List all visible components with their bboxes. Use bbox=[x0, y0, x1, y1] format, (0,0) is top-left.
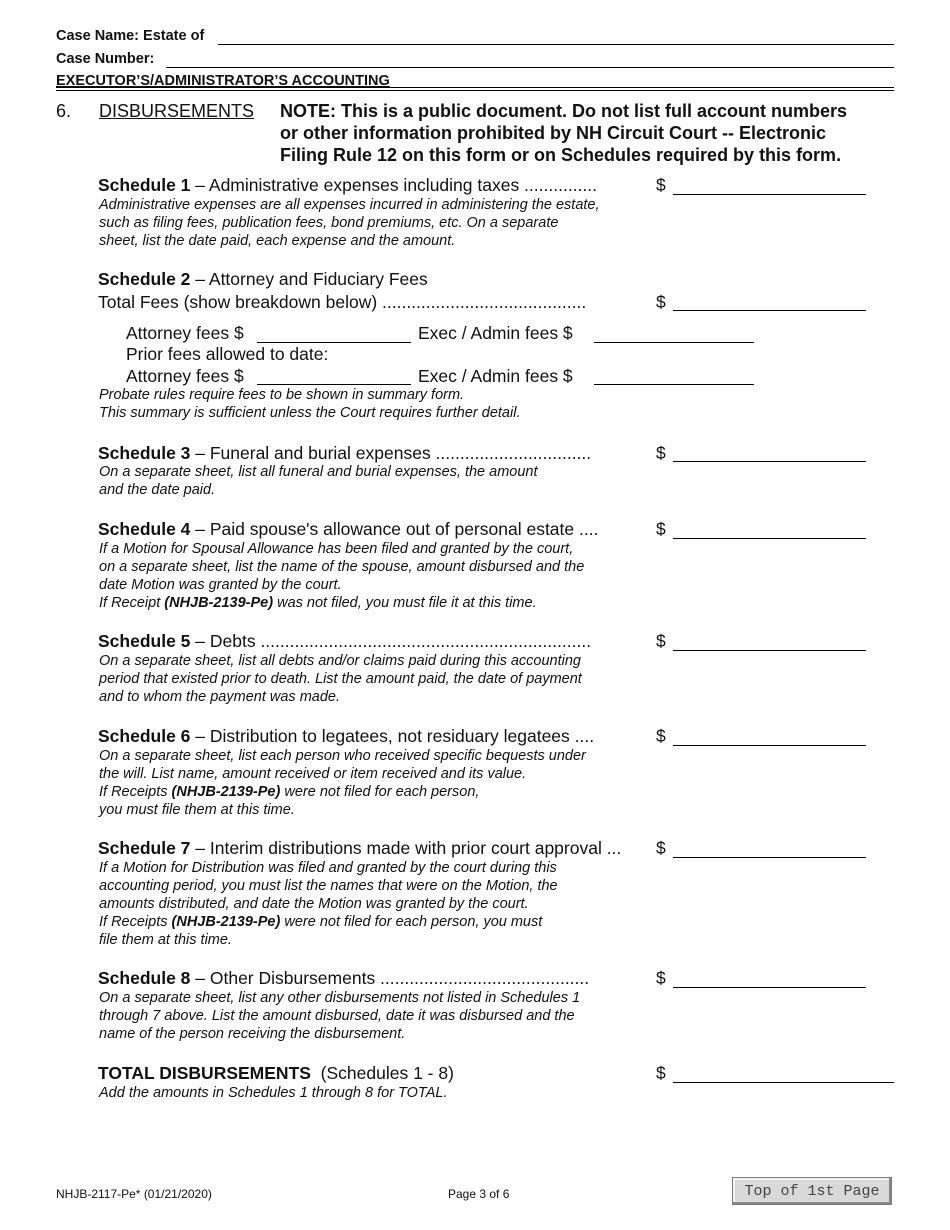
attorney-fees-label: Attorney fees $ bbox=[126, 323, 244, 343]
prior-exec-admin-fees-label: Exec / Admin fees $ bbox=[418, 366, 573, 386]
dollar-sign: $ bbox=[656, 292, 666, 312]
exec-admin-fees-label: Exec / Admin fees $ bbox=[418, 323, 573, 343]
dollar-sign: $ bbox=[656, 443, 666, 463]
schedule-1-heading: Schedule 1 – Administrative expenses including taxes ............... bbox=[98, 175, 597, 195]
case-number-label: Case Number: bbox=[56, 51, 155, 67]
schedule-8-heading: Schedule 8 – Other Disbursements ........................................... bbox=[98, 968, 590, 988]
form-code: NHJB-2117-Pe* (01/21/2020) bbox=[56, 1187, 212, 1201]
schedule-3-amount-field[interactable] bbox=[673, 461, 866, 462]
exec-admin-fees-field[interactable] bbox=[594, 342, 754, 343]
schedule-2-total-fees-label: Total Fees (show breakdown below) .......................................... bbox=[98, 292, 587, 312]
schedule-1-description: Administrative expenses are all expenses incurred in administering the estate, such as filing fees, publication fees, bond premiums, etc. On a separate sheet, list the date paid, each expense and the amount. bbox=[99, 197, 600, 249]
schedule-5-amount-field[interactable] bbox=[673, 650, 866, 651]
total-disbursements-heading: TOTAL DISBURSEMENTS (Schedules 1 - 8) bbox=[98, 1063, 454, 1083]
schedule-4-description: If a Motion for Spousal Allowance has been filed and granted by the court, on a separate sheet, list the name of the spouse, amount disbursed and the date Motion was granted by the court. If Receipt (NHJB-2139-Pe) was not filed, you must file it at this time. bbox=[99, 541, 585, 611]
schedule-7-description: If a Motion for Distribution was filed and granted by the court during this accounting period, you must list the names that were on the Motion, the amounts distributed, and date the Motion was granted by the court. If Receipts (NHJB-2139-Pe) were not filed for each person, you must file them at this time. bbox=[99, 860, 558, 948]
schedule-6-amount-field[interactable] bbox=[673, 745, 866, 746]
schedule-6-heading: Schedule 6 – Distribution to legatees, not residuary legatees .... bbox=[98, 726, 595, 746]
case-number-field[interactable] bbox=[166, 50, 894, 68]
total-description: Add the amounts in Schedules 1 through 8 for TOTAL. bbox=[99, 1085, 448, 1101]
schedule-7-heading: Schedule 7 – Interim distributions made with prior court approval ... bbox=[98, 838, 622, 858]
schedule-5-description: On a separate sheet, list all debts and/or claims paid during this accounting period that existed prior to death. List the amount paid, the date of payment and to whom the payment was made. bbox=[99, 653, 582, 705]
schedule-6-description: On a separate sheet, list each person who received specific bequests under the will. List name, amount received or item received and its value. If Receipts (NHJB-2139-Pe) were not filed for each person, you must file them at this time. bbox=[99, 748, 586, 818]
dollar-sign: $ bbox=[656, 175, 666, 195]
schedule-1-amount-field[interactable] bbox=[673, 194, 866, 195]
schedule-4-heading: Schedule 4 – Paid spouse's allowance out of personal estate .... bbox=[98, 519, 599, 539]
prior-attorney-fees-label: Attorney fees $ bbox=[126, 366, 244, 386]
schedule-3-heading: Schedule 3 – Funeral and burial expenses ................................ bbox=[98, 443, 592, 463]
dollar-sign: $ bbox=[656, 631, 666, 651]
attorney-fees-field[interactable] bbox=[257, 342, 411, 343]
dollar-sign: $ bbox=[656, 726, 666, 746]
total-disbursements-field[interactable] bbox=[673, 1082, 894, 1083]
prior-attorney-fees-field[interactable] bbox=[257, 384, 411, 385]
schedule-8-description: On a separate sheet, list any other disbursements not listed in Schedules 1 through 7 above. List the amount disbursed, date it was disbursed and the name of the person receiving the disbursement. bbox=[99, 990, 581, 1042]
schedule-3-description: On a separate sheet, list all funeral and burial expenses, the amount and the date paid. bbox=[99, 464, 538, 498]
prior-exec-admin-fees-field[interactable] bbox=[594, 384, 754, 385]
section-number: 6. bbox=[56, 101, 72, 121]
schedule-4-amount-field[interactable] bbox=[673, 538, 866, 539]
accounting-title: EXECUTOR’S/ADMINISTRATOR’S ACCOUNTING bbox=[56, 73, 390, 89]
schedule-5-heading: Schedule 5 – Debts .................................................................... bbox=[98, 631, 592, 651]
dollar-sign: $ bbox=[656, 1063, 666, 1083]
case-name-label: Case Name: Estate of bbox=[56, 28, 205, 44]
header-divider-2 bbox=[56, 90, 894, 91]
schedule-2-total-fees-field[interactable] bbox=[673, 310, 866, 311]
case-name-field[interactable] bbox=[218, 27, 894, 45]
dollar-sign: $ bbox=[656, 519, 666, 539]
section-title: DISBURSEMENTS bbox=[99, 101, 255, 121]
top-of-first-page-button[interactable]: Top of 1st Page bbox=[732, 1177, 892, 1205]
public-document-note: NOTE: This is a public document. Do not list full account numbers or other information prohibited by NH Circuit Court -- Electronic Filing Rule 12 on this form or on Schedules required by this form. bbox=[280, 101, 848, 165]
schedule-2-heading: Schedule 2 – Attorney and Fiduciary Fees bbox=[98, 269, 428, 289]
schedule-2-description: Probate rules require fees to be shown in summary form. This summary is sufficient unless the Court requires further detail. bbox=[99, 387, 521, 421]
schedule-8-amount-field[interactable] bbox=[673, 987, 866, 988]
header-divider bbox=[56, 87, 894, 88]
page-number: Page 3 of 6 bbox=[448, 1187, 510, 1201]
prior-fees-label: Prior fees allowed to date: bbox=[126, 344, 329, 364]
schedule-7-amount-field[interactable] bbox=[673, 857, 866, 858]
dollar-sign: $ bbox=[656, 838, 666, 858]
dollar-sign: $ bbox=[656, 968, 666, 988]
